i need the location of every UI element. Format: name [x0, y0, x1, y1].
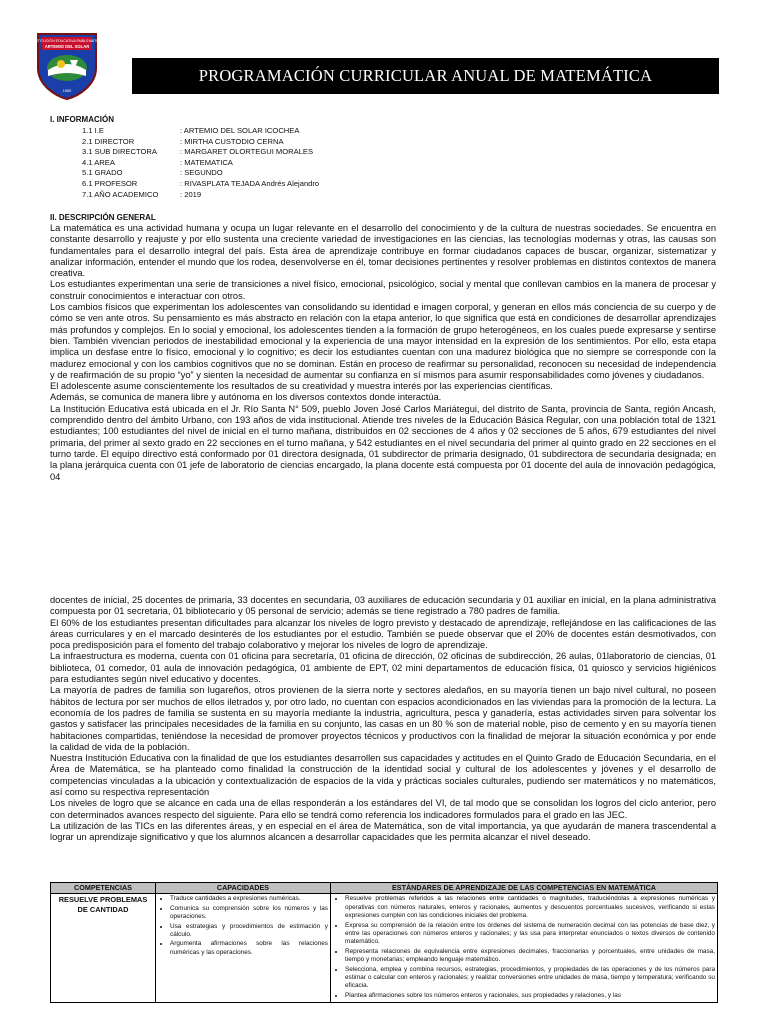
list-item: • Representa relaciones de equivalencia entre expresiones decimales, fraccionarias y porcentuales, entre unidades de masa, tiempo y monetarias; empleando lenguaje matemático.: [345, 948, 715, 965]
paragraph: Los estudiantes experimentan una serie de transiciones a nivel físico, emocional, psicológico, social y mental que conllevan cambios en la manera de procesar y construir conocimientos e interactuar con otros.: [50, 279, 716, 301]
list-item: • Usa estrategias y procedimientos de estimación y cálculo.: [170, 923, 328, 940]
info-key: 5.1 GRADO: [82, 168, 123, 178]
paragraph: La Institución Educativa está ubicada en el Jr. Río Santa N° 509, pueblo Joven José Carlos Mariátegui, del distrito de Santa, provincia de Santa, región Ancash, comprendido dentro del ámbito Urbano, con 193 años de vida institucional. Atiende tres niveles de la Educación Básica Regular, con una población total de 1321 estudiantes; 100 estudiantes del nivel de inicial en el turno mañana, distribuidos en 02 secciones de 4 años y 02 secciones de 5 años, 679 estudiantes del nivel primaria, del primer al sexto grado en 22 secciones en el turno mañana, y 542 estudiantes en el nivel secundaria del primer al quinto grado en 22 secciones en el turno tarde. El equipo directivo está conformado por 01 directora designada, 01 subdirector de primaria designado, 01 subdirectora de secundaria designada; en la plana jerárquica cuenta con 01 jefe de laboratorio de ciencias encargado, la plana docente está compuesta por 01 docente del aula de innovación pedagógica, 04: [50, 403, 716, 482]
paragraph: La utilización de las TICs en las diferentes áreas, y en especial en el área de Matemática, son de vital importancia, ya que ayudarán de manera trascendental a lograr un aprendizaje significativo y que los alumnos alcancen a desarrollar capacidades que les permita alcanzar el nivel deseado.: [50, 820, 716, 843]
info-row: [82, 190, 319, 201]
info-value: : MARGARET OLORTEGUI MORALES: [180, 147, 314, 157]
paragraph: Los cambios físicos que experimentan los adolescentes van consolidando su identidad e imagen corporal, y generan en ellos más conciencia de su cuerpo y de cómo se ven ante otros. Su pensamiento es más abstracto en relación con la etapa anterior, lo que significa que está en condiciones de desarrollar aprendizajes más profundos y complejos. En lo social y emocional, los adolescentes tienden a la formación de grupo heterogéneos, en los cuales puede expresarse y sentirse bien. También vivencian periodos de inestabilidad emocional y la experiencia de una mayor intensidad en la expresión de los sentimientos. Por ello, esta etapa implica un desfase entre lo físico, emocional y lo cognitivo; es decir los estudiantes cuentan con una madurez biológica que no siempre se corresponde con la madurez emocional y con los cambios cognitivos que no se dominan. Están en proceso de reafirmar su personalidad, reconocen su necesidad de independencia y de reafirmación de su propio “yo” y sienten la necesidad de aumentar su confianza en sí mismos para asumir responsabilidades como jóvenes y ciudadanos.: [50, 302, 716, 380]
table-header: COMPETENCIAS: [51, 883, 156, 894]
info-key: 3.1 SUB DIRECTORA: [82, 147, 157, 157]
paragraph: El adolescente asume conscientemente los resultados de su creatividad y muestra interés por las experiencias científicas.: [50, 381, 553, 392]
list-item: • Selecciona, emplea y combina recursos, estrategias, procedimientos, y propiedades de las operaciones y de los números para estimar o calcular con enteros y racionales; y realizar conversiones entre unidades de masa, tiempo y temperatura; verificando su eficacia.: [345, 966, 715, 991]
info-key: 1.1 I.E: [82, 126, 104, 135]
paragraph: La mayoría de padres de familia son lugareños, otros provienen de la sierra norte y sectores aledaños, en su mayoría tienen un bajo nivel cultural, no poseen hábitos de lectura por ser muchos de ellos iletrados y, por otro lado, no cuentan con espacios acondicionados en las viviendas para la promoción de la lectura. La economía de los padres de familia se sustenta en su mayoría mediante la industria, agricultura, pesca y ganadería, estas actividades sirven para solventar los gastos y satisfacer las principales necesidades de la familia en su conjunto, las casas en un 80 % son de material noble, piso de cemento y en su mayoría tienen habitaciones compartidas, teniéndose la necesidad de promover proyectos técnicos y productivos con la finalidad de mejorar la situación económica y por ende la calidad de vida de la población.: [50, 685, 716, 752]
paragraph: Además, se comunica de manera libre y autónoma en los diversos contextos donde interactúa.: [50, 392, 442, 403]
paragraph: Nuestra Institución Educativa con la finalidad de que los estudiantes desarrollen sus capacidades y actitudes en el Quinto Grado de Educación Secundaria, en el Área de Matemática, se ha planteado como finalidad la construcción de la identidad social y cultural de los adolescentes y jóvenes y el desarrollo de competencias vinculadas a la ubicación y contextualización de espacios de la vida y prácticas sociales culturales, pudiendo ser matemáticos y no matemáticos, así como su respectiva representación: [50, 753, 716, 798]
info-row: [82, 147, 319, 158]
info-row: [82, 179, 319, 190]
logo-text-name: ARTEMIO DEL SOLAR: [44, 44, 90, 49]
info-value: : RIVASPLATA TEJADA Andrés Alejandro: [180, 178, 320, 188]
list-item: • Expresa su comprensión de la relación entre los órdenes del sistema de numeración decimal con las potencias de base diez, y entre las operaciones con números enteros y racionales; y las usa para interpretar enunciados o textos diversos de contenido matemático.: [345, 922, 715, 947]
page-title: PROGRAMACIÓN CURRICULAR ANUAL DE MATEMÁTICA: [132, 58, 719, 94]
list-item: • Comunica su comprensión sobre los números y las operaciones.: [170, 905, 328, 922]
info-value: : SEGUNDO: [180, 168, 223, 178]
competencia-cell: RESUELVE PROBLEMAS DE CANTIDAD: [51, 894, 156, 1003]
info-key: 6.1 PROFESOR: [82, 178, 138, 188]
info-value: : ARTEMIO DEL SOLAR ICOCHEA: [180, 126, 300, 135]
table-row: [51, 894, 718, 1003]
info-key: 7.1 AÑO ACADEMICO: [82, 189, 159, 199]
school-logo: [34, 30, 100, 100]
description-part2: [50, 595, 716, 844]
logo-text-top: INSTITUCIÓN EDUCATIVA EMBLEMÁTICA: [34, 39, 100, 43]
paragraph: Los niveles de logro que se alcance en cada una de ellas responderán a los estándares del VI, de tal modo que se consolidan los logros del ciclo anterior, pero con determinados avances respecto del siguiente. Para ello se tendrá como referencia los indicadores formulados para el grado en las JEC.: [50, 798, 716, 820]
list-item: • Traduce cantidades a expresiones numéricas.: [170, 895, 328, 903]
info-row: [82, 137, 319, 148]
competencies-table: [50, 882, 718, 1003]
info-key: 2.1 DIRECTOR: [82, 136, 135, 146]
paragraph: La infraestructura es moderna, cuenta con 01 oficina para secretaría, 01 oficina de dirección, 02 oficinas de subdirección, 26 aulas, 01laboratorio de ciencias, 01 biblioteca, 01 comedor, 01 aula de innovación pedagógica, 01 ambiente de EPT, 02 mini departamentos de educación física, 01 quiosco y servicios higiénicos para estudiantes según nivel educativo y docentes.: [50, 651, 716, 685]
info-value: : MIRTHA CUSTODIO CERNA: [180, 136, 284, 146]
list-item: • Argumenta afirmaciones sobre las relaciones numéricas y las operaciones.: [170, 940, 328, 957]
info-row: [82, 126, 319, 137]
description-part1: [50, 223, 716, 483]
info-value: : MATEMATICA: [180, 157, 233, 167]
section-heading-informacion: I. INFORMACIÓN: [50, 115, 114, 124]
capacidades-cell: [156, 894, 331, 1003]
paragraph: El 60% de los estudiantes presentan dificultades para alcanzar los niveles de logro previsto y destacado de aprendizaje, reflejándose en las calificaciones de las áreas curriculares y en el marcado desinterés de los estudiantes por el estudio. También se puede observar que el 20% de docentes están desmotivados, con poca predisposición para el fomento del trabajo colaborativo y mejorar los niveles de logro de aprendizaje.: [50, 617, 716, 651]
table-header: ESTÁNDARES DE APRENDIZAJE DE LAS COMPETENCIAS EN MATEMÁTICA: [331, 883, 718, 894]
info-row: [82, 168, 319, 179]
info-value: : 2019: [180, 189, 202, 199]
estandares-cell: [331, 894, 718, 1003]
table-header: CAPACIDADES: [156, 883, 331, 894]
info-list: [82, 126, 319, 200]
list-item: • Resuelve problemas referidos a las relaciones entre cantidades o magnitudes, traduciéndolas a expresiones numéricas y operativas con números naturales, enteros y racionales, aumentos y descuentos porcentuales sucesivos, verificando si estas expresiones cumplen con las condiciones iniciales del problema.: [345, 895, 715, 920]
paragraph: docentes de inicial, 25 docentes de primaria, 33 docentes en secundaria, 03 auxiliares de educación secundaria y 01 auxiliar en inicial, en la plana administrativa compuesta por 01 secretaria, 01 bibliotecario y 05 personal de servicio; además se tiene registrado a 780 padres de familia.: [50, 595, 716, 617]
logo-text-bottom: 1965: [62, 89, 72, 93]
list-item: • Plantea afirmaciones sobre los números enteros y racionales, sus propiedades y relaciones, y las: [345, 992, 715, 1000]
info-row: [82, 158, 319, 169]
paragraph: La matemática es una actividad humana y ocupa un lugar relevante en el desarrollo del conocimiento y de la cultura de nuestras sociedades. Se encuentra en constante desarrollo y reajuste y por ello sustenta una creciente variedad de investigaciones en las ciencias, las tecnologías modernas y otras, las causas son fundamentales para el desarrollo integral del país. Esta área de aprendizaje contribuye en formar ciudadanos capaces de buscar, organizar, sistematizar y analizar información, entender el mundo que los rodea, desenvolverse en él, tomar decisiones pertinentes y resolver problemas en distintos contextos de manera creativa.: [50, 223, 716, 279]
info-key: 4.1 AREA: [82, 157, 115, 167]
section-heading-descripcion: II. DESCRIPCIÓN GENERAL: [50, 213, 156, 222]
